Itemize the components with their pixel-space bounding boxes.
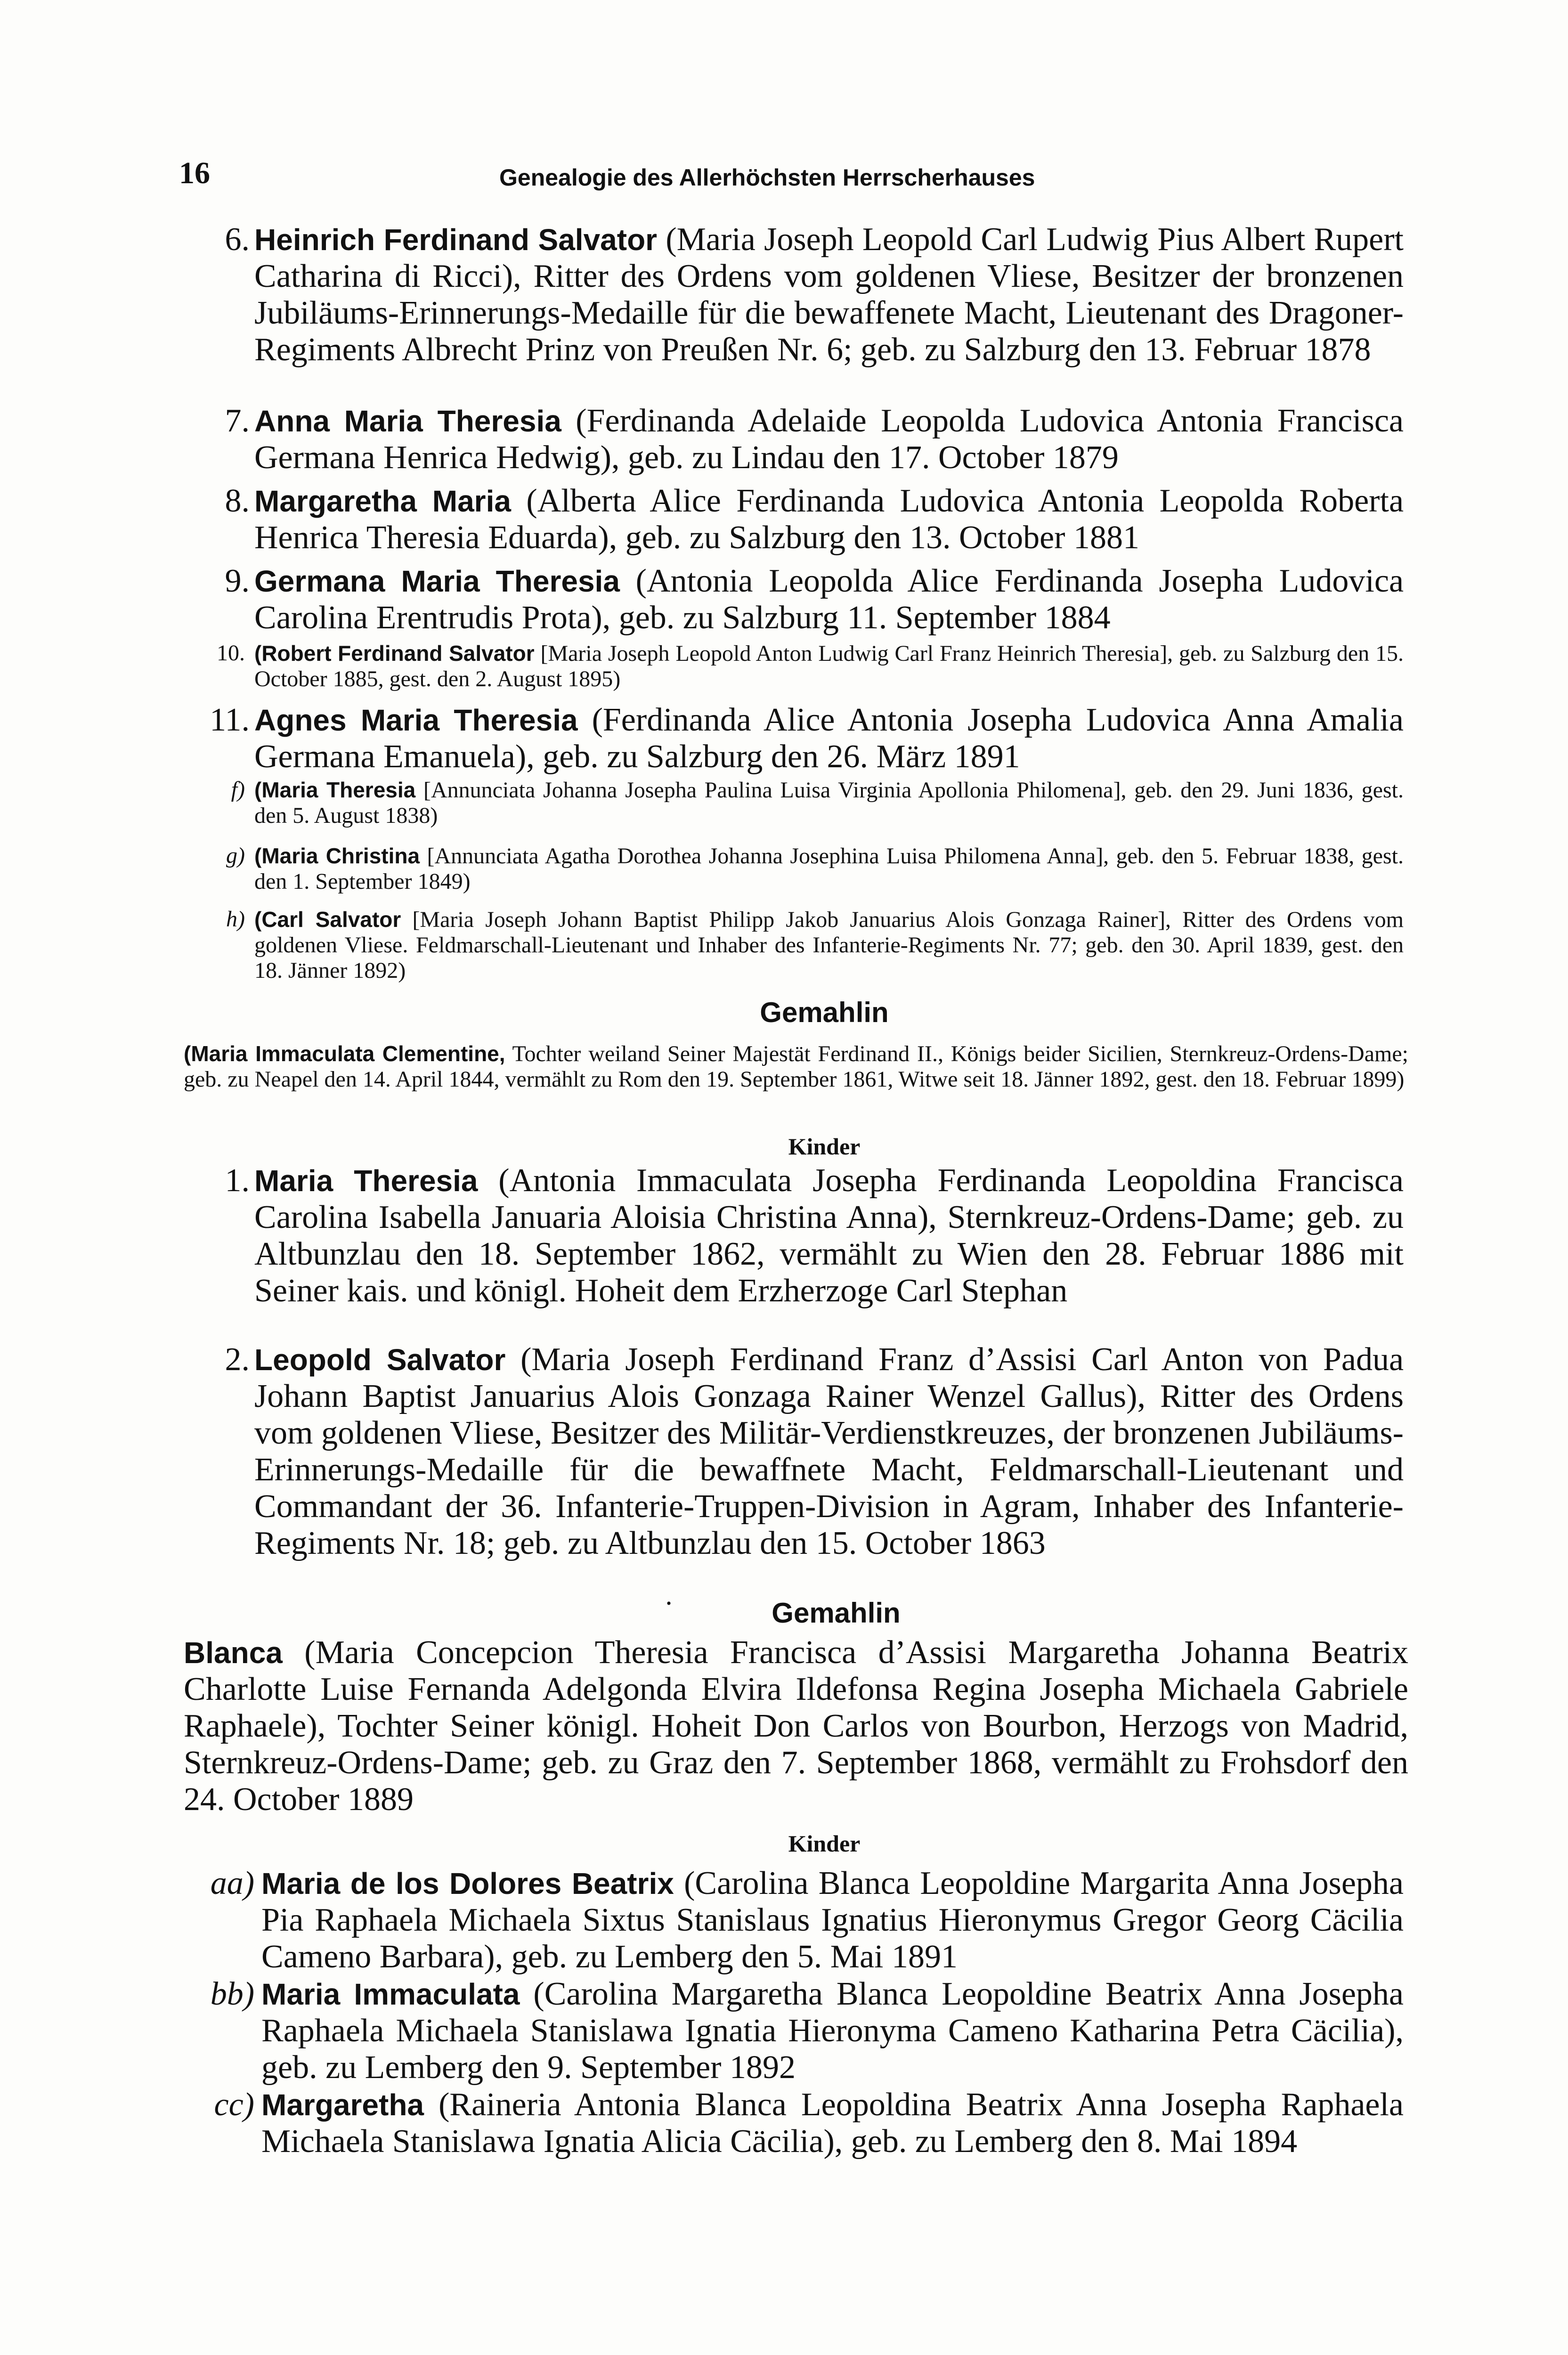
entry-text: (Maria Joseph Ferdinand Franz d’Assisi Carl Anton von Padua Johann Baptist Januarius Alois Gonzaga Rainer Wenzel Gallus), Ritter des Ordens vom goldenen Vliese, Besitzer des Militär-Verdienstkreuzes, der bronzenen Jubiläums-Erinnerungs-Medaille für die bewaffnete Macht, Feldmarschall-Lieutenant und Commandant der 36. Infanterie-Truppen-Division in Agram, Inhaber des Infanterie-Regiments Nr. 18; geb. zu Altbunzlau den 15. October 1863 bbox=[254, 1341, 1404, 1561]
grandchild-entry-cc bbox=[188, 2087, 1404, 2160]
entry-number: 1. bbox=[225, 1162, 250, 1199]
entry-letter: h) bbox=[226, 907, 245, 932]
entry-name: (Maria Christina bbox=[254, 844, 420, 868]
entry-number: 11. bbox=[210, 702, 250, 738]
entry-name: Margaretha bbox=[261, 2088, 424, 2122]
entry-text: (Carolina Margaretha Blanca Leopoldine Beatrix Anna Josepha Raphaela Michaela Stanislawa Ignatia Hieronyma Cameno Katharina Petra Cäcilia), geb. zu Lemberg den 9. September 1892 bbox=[261, 1976, 1404, 2086]
entry-7 bbox=[198, 403, 1404, 476]
grandchild-entry-aa bbox=[188, 1865, 1404, 1975]
entry-letter: cc) bbox=[214, 2087, 254, 2123]
entry-9 bbox=[198, 563, 1404, 636]
grandchild-entry-bb bbox=[188, 1976, 1404, 2086]
entry-text: [Annunciata Agatha Dorothea Johanna Josephina Luisa Philomena Anna], geb. den 5. Februar 1838, gest. den 1. September 1849) bbox=[254, 844, 1404, 894]
entry-6 bbox=[198, 221, 1404, 368]
page-number: 16 bbox=[179, 156, 210, 190]
entry-number: 6. bbox=[225, 221, 250, 258]
entry-letter: bb) bbox=[210, 1976, 254, 2012]
entry-name: Maria Immaculata bbox=[261, 1977, 520, 2011]
entry-name: Leopold Salvator bbox=[254, 1343, 506, 1377]
entry-name: (Maria Theresia bbox=[254, 778, 416, 802]
entry-text: (Ferdinanda Alice Antonia Josepha Ludovica Anna Amalia Germana Emanuela), geb. zu Salzburg den 26. März 1891 bbox=[254, 702, 1404, 775]
entry-letter: g) bbox=[226, 843, 245, 868]
entry-number: 7. bbox=[225, 403, 250, 439]
entry-g bbox=[198, 843, 1404, 894]
section-heading-kinder-2: Kinder bbox=[788, 1830, 861, 1857]
spouse-text: Tochter weiland Seiner Majestät Ferdinand II., Königs beider Sicilien, Sternkreuz-Ordens-Dame; geb. zu Neapel den 14. April 1844, vermählt zu Rom den 19. September 1861, Witwe seit 18. Jänner 1892, gest. den 18. Februar 1899) bbox=[184, 1041, 1408, 1092]
entry-text: (Raineria Antonia Blanca Leopoldina Beatrix Anna Josepha Raphaela Michaela Stanislawa Ignatia Alicia Cäcilia), geb. zu Lemberg den 8. Mai 1894 bbox=[261, 2087, 1404, 2160]
entry-text: (Ferdinanda Adelaide Leopolda Ludovica Antonia Francisca Germana Henrica Hedwig), geb. zu Lindau den 17. October 1879 bbox=[254, 403, 1404, 476]
spouse-name: (Maria Immaculata Clementine, bbox=[184, 1041, 505, 1066]
entry-10 bbox=[198, 641, 1404, 692]
entry-name: Margaretha Maria bbox=[254, 484, 511, 518]
entry-number: 2. bbox=[225, 1341, 250, 1378]
entry-text: [Annunciata Johanna Josepha Paulina Luisa Virginia Apollonia Philomena], geb. den 29. Juni 1836, gest. den 5. August 1838) bbox=[254, 778, 1404, 828]
section-heading-gemahlin: Gemahlin bbox=[760, 997, 889, 1028]
entry-name: Heinrich Ferdinand Salvator bbox=[254, 223, 658, 257]
entry-number: 9. bbox=[225, 563, 250, 599]
page-header bbox=[179, 155, 1404, 193]
entry-f bbox=[198, 777, 1404, 828]
spouse-text: (Maria Concepcion Theresia Francisca d’Assisi Margaretha Johanna Beatrix Charlotte Luise Fernanda Adelgonda Elvira Ildefonsa Regina Josepha Michaela Gabriele Raphaele), Tochter Seiner königl. Hoheit Don Carlos von Bourbon, Herzogs von Madrid, Sternkreuz-Ordens-Dame; geb. zu Graz den 7. September 1868, vermählt zu Frohsdorf den 24. October 1889 bbox=[184, 1634, 1408, 1818]
entry-11 bbox=[198, 702, 1404, 775]
child-entry-1 bbox=[198, 1162, 1404, 1309]
entry-number: 8. bbox=[225, 483, 250, 519]
bullet-mark: · bbox=[664, 1588, 674, 1619]
entry-name: (Carl Salvator bbox=[254, 907, 401, 932]
entry-name: Germana Maria Theresia bbox=[254, 564, 620, 598]
entry-text: (Antonia Immaculata Josepha Ferdinanda Leopoldina Francisca Carolina Isabella Januaria Aloisia Christina Anna), Sternkreuz-Ordens-Dame; geb. zu Altbunzlau den 18. September 1862, vermählt zu Wien den 28. Februar 1886 mit Seiner kais. und königl. Hoheit dem Erzherzoge Carl Stephan bbox=[254, 1162, 1404, 1309]
entry-h bbox=[198, 907, 1404, 983]
entry-text: (Maria Joseph Leopold Carl Ludwig Pius Albert Rupert Catharina di Ricci), Ritter des Ordens vom goldenen Vliese, Besitzer der bronzenen Jubiläums-Erinnerungs-Medaille für die bewaffenete Macht, Lieutenant des Dragoner-Regiments Albrecht Prinz von Preußen Nr. 6; geb. zu Salzburg den 13. Februar 1878 bbox=[254, 221, 1404, 368]
entry-8 bbox=[198, 483, 1404, 556]
entry-number: 10. bbox=[217, 641, 245, 666]
section-heading-kinder: Kinder bbox=[788, 1133, 861, 1160]
entry-text: (Alberta Alice Ferdinanda Ludovica Antonia Leopolda Roberta Henrica Theresia Eduarda), geb. zu Salzburg den 13. October 1881 bbox=[254, 483, 1404, 556]
spouse-name: Blanca bbox=[184, 1636, 283, 1670]
entry-letter: f) bbox=[231, 777, 245, 802]
spouse-entry-2 bbox=[184, 1634, 1408, 1818]
entry-name: Anna Maria Theresia bbox=[254, 404, 561, 438]
spouse-entry bbox=[184, 1041, 1408, 1092]
entry-name: Maria de los Dolores Beatrix bbox=[261, 1867, 674, 1900]
entry-text: (Carolina Blanca Leopoldine Margarita Anna Josepha Pia Raphaela Michaela Sixtus Stanislaus Ignatius Hieronymus Gregor Georg Cäcilia Cameno Barbara), geb. zu Lemberg den 5. Mai 1891 bbox=[261, 1865, 1404, 1975]
section-heading-gemahlin-2: Gemahlin bbox=[772, 1597, 901, 1629]
entry-name: Agnes Maria Theresia bbox=[254, 703, 578, 737]
running-title: Genealogie des Allerhöchsten Herrscherhauses bbox=[499, 164, 1035, 191]
entry-text: (Antonia Leopolda Alice Ferdinanda Josepha Ludovica Carolina Erentrudis Prota), geb. zu Salzburg 11. September 1884 bbox=[254, 563, 1404, 636]
entry-name: Maria Theresia bbox=[254, 1164, 478, 1198]
entry-text: [Maria Joseph Leopold Anton Ludwig Carl Franz Heinrich Theresia], geb. zu Salzburg den 15. October 1885, gest. den 2. August 1895) bbox=[254, 641, 1404, 691]
entry-text: [Maria Joseph Johann Baptist Philipp Jakob Januarius Alois Gonzaga Rainer], Ritter des Ordens vom goldenen Vliese. Feldmarschall-Lieutenant und Inhaber des Infanterie-Regiments Nr. 77; geb. den 30. April 1839, gest. den 18. Jänner 1892) bbox=[254, 907, 1404, 983]
child-entry-2 bbox=[198, 1341, 1404, 1562]
entry-letter: aa) bbox=[210, 1865, 254, 1901]
entry-name: (Robert Ferdinand Salvator bbox=[254, 641, 535, 666]
